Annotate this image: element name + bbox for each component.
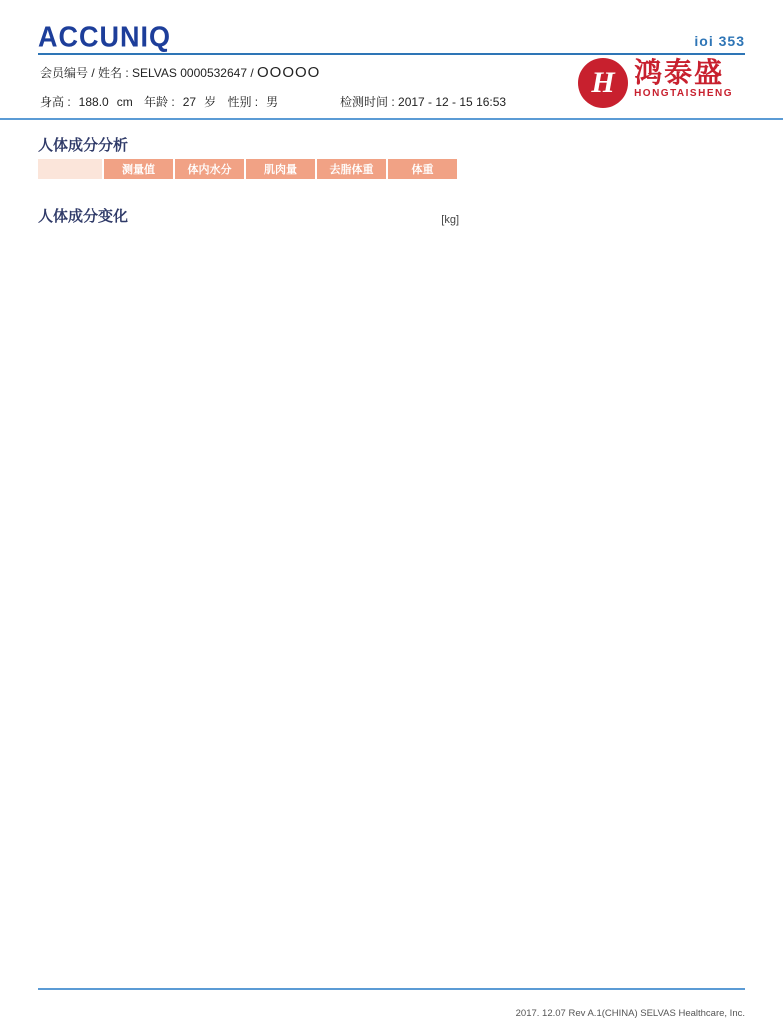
body-comp-header-row [38,159,459,179]
sex-label: 性别 : [227,95,259,109]
info-line [40,93,286,110]
column-header: 肌肉量 [246,159,315,179]
column-header: 测量值 [104,159,173,179]
member-id: SELVAS 0000532647 / [132,66,254,80]
time-label: 检测时间 : [340,95,395,109]
member-label: 会员编号 / 姓名 : [40,66,129,80]
height-label: 身高 : [40,95,71,109]
qr-code [566,154,670,258]
test-time [340,93,506,110]
column-header: 体内水分 [175,159,244,179]
subheader-divider [0,118,783,120]
left-column [38,134,459,232]
hongtaisheng-en: HONGTAISHENG [634,88,733,99]
height-unit: cm [116,95,133,109]
age-unit: 岁 [204,95,217,109]
hongtaisheng-mark-icon: H [578,58,628,108]
header-divider [38,53,745,55]
accuniq-logo: ACCUNIQ [38,21,171,53]
footer-divider [38,988,745,990]
member-name: OOOOO [257,64,321,81]
column-header: 体重 [388,159,457,179]
right-column [490,136,746,272]
sex-value: 男 [266,95,279,109]
hongtaisheng-cn: 鸿泰盛 [634,57,725,88]
comp-change-title: 人体成分变化 [kg] [38,208,459,226]
time-value: 2017 - 12 - 15 16:53 [398,95,507,109]
body-comp-title: 人体成分分析 [38,137,129,154]
age-value: 27 [182,95,197,109]
model-label: ioi 353 [694,33,745,49]
body-comp-table [38,159,459,179]
age-label: 年龄 : [144,95,175,109]
column-header: 去脂体重 [317,159,386,179]
height-value: 188.0 [78,95,109,109]
hongtaisheng-logo [578,58,733,108]
footer-text: 2017. 12.07 Rev A.1(CHINA) SELVAS Healthcare, Inc. [515,1008,745,1019]
header-cell-blank [38,159,102,179]
member-line [40,64,320,81]
